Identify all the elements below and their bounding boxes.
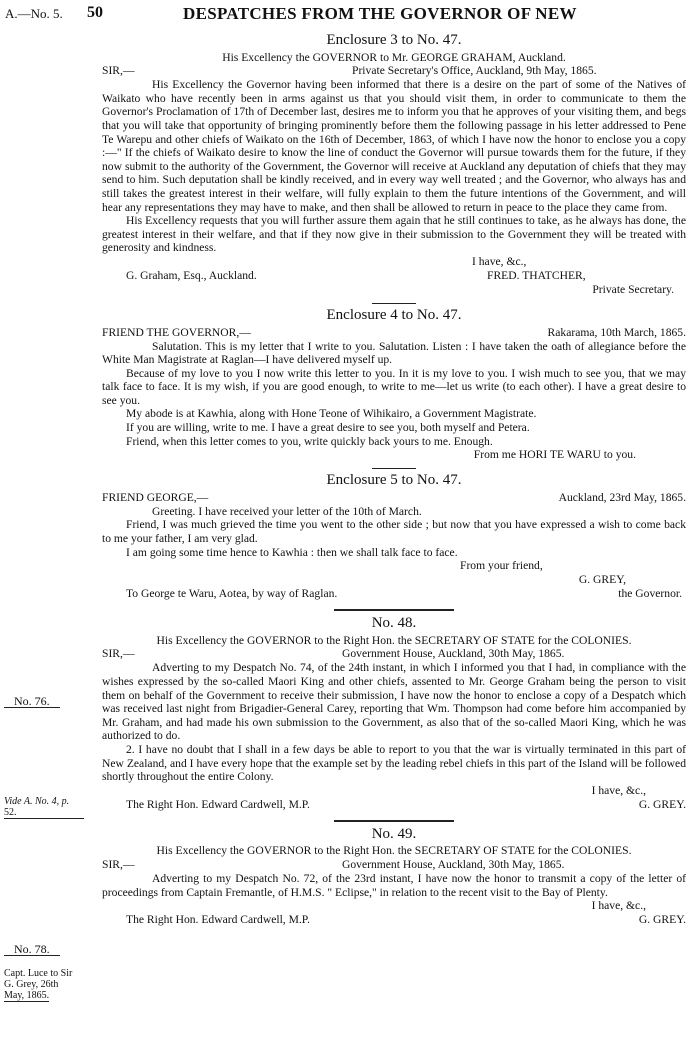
- margin-reference-line: Vide A. No. 4, p.: [4, 796, 70, 807]
- closing: From your friend,: [460, 559, 543, 573]
- margin-note-48: [4, 696, 94, 708]
- margin-despatch-number: No. 78.: [4, 944, 60, 956]
- dateline: Government House, Auckland, 30th May, 1865.: [342, 647, 565, 661]
- addressee: The Right Hon. Edward Cardwell, M.P.: [126, 797, 310, 811]
- paragraph: My abode is at Kawhia, along with Hone Teone of Wihikairo, a Government Magistrate.: [126, 407, 537, 421]
- enclosure-4-heading: Enclosure 4 to No. 47.: [326, 306, 462, 323]
- despatch-48-subheading: His Excellency the GOVERNOR to the Right Hon. the SECRETARY OF STATE for the COLONIES.: [156, 633, 632, 647]
- section-divider: [334, 609, 454, 611]
- salutation: SIR,—: [102, 857, 135, 871]
- dateline: Private Secretary's Office, Auckland, 9th May, 1865.: [352, 64, 597, 78]
- paragraph: Salutation. This is my letter that I write to you. Salutation. Listen : I have taken the oath of allegiance before the White Man Magistrate at Raglan—I have delivered myself up.: [102, 339, 686, 367]
- closing: I have, &c.,: [591, 899, 646, 913]
- section-divider: [334, 820, 454, 822]
- paragraph: His Excellency the Governor having been informed that there is a desire on the part of some of the Natives of Waikato who have recently been in arms against us that you should visit them, in order to communicate to them the Governor's Proclamation of 17th of December last, desires me to inform you that he approves of your visiting them, and begs that you will take that opportunity of bringing prominently before them the following passage in his letter addressed to Pene Te Warepu and other chiefs of Waikato on the 16th of December, 1863, of which I have now the honor to enclose you a copy :—" If the chiefs of Waikato desire to know the line of conduct the Governor will pursue towards them for the future, if they now submit to the authority of the Government, the Governor will receive at Auckland any deputation of chiefs that they may send to him. Such deputation shall be kindly received, and in every way well treated ; and the Governor, who always has and still takes the greatest interest in their welfare, will fully explain to them the future intentions of the Government, and will hear any representations they may have to make, and then shall be allowed to return in peace to the place they came from.: [102, 78, 686, 214]
- enclosure-3-subheading: His Excellency the GOVERNOR to Mr. GEORGE GRAHAM, Auckland.: [222, 50, 566, 64]
- margin-reference-48: [4, 796, 94, 819]
- addressee: To George te Waru, Aotea, by way of Raglan.: [126, 587, 338, 601]
- despatch-49-subheading: His Excellency the GOVERNOR to the Right Hon. the SECRETARY OF STATE for the COLONIES.: [156, 844, 632, 858]
- running-title: DESPATCHES FROM THE GOVERNOR OF NEW: [183, 4, 577, 23]
- section-divider: [372, 303, 416, 304]
- dateline: Auckland, 23rd May, 1865.: [558, 490, 686, 504]
- signature-title: the Governor.: [618, 587, 682, 601]
- signature: FRED. THATCHER,: [487, 268, 586, 282]
- page-header: [5, 2, 692, 26]
- section-divider: [372, 468, 416, 469]
- page-number: 50: [87, 4, 103, 21]
- margin-reference-line: May, 1865.: [4, 990, 50, 1001]
- margin-reference-line: Capt. Luce to Sir: [4, 968, 73, 979]
- margin-reference-49: [4, 968, 94, 1002]
- salutation: FRIEND GEORGE,—: [102, 490, 209, 504]
- signature: G. GREY.: [638, 913, 686, 927]
- dateline: Rakarama, 10th March, 1865.: [547, 325, 686, 339]
- paragraph: Greeting. I have received your letter of the 10th of March.: [152, 504, 422, 518]
- paragraph: Adverting to my Despatch No. 72, of the 23rd instant, I have now the honor to transmit a copy of the letter of proceedings from Captain Fremantle, of H.M.S. " Eclipse," in relation to the recent visit to the Bay of Plenty.: [102, 871, 686, 899]
- despatch-49-heading: No. 49.: [371, 825, 417, 842]
- addressee: The Right Hon. Edward Cardwell, M.P.: [126, 913, 310, 927]
- paragraph: His Excellency requests that you will further assure them again that he still continues to take, as he always has done, the greatest interest in their welfare, and that if they now give in their submission to the Government they will be treated with generosity and kindness.: [102, 214, 686, 255]
- paragraph: Friend, when this letter comes to you, write quickly back yours to me. Enough.: [126, 434, 493, 448]
- paper-reference: A.—No. 5.: [5, 6, 63, 21]
- enclosure-5-heading: Enclosure 5 to No. 47.: [326, 472, 462, 489]
- margin-reference-line: 52.: [4, 807, 17, 818]
- despatch-48-heading: No. 48.: [371, 615, 417, 632]
- closing: I have, &c.,: [591, 783, 646, 797]
- signature: G. GREY,: [578, 573, 626, 587]
- paragraph: I am going some time hence to Kawhia : then we shall talk face to face.: [126, 545, 458, 559]
- margin-despatch-number: No. 76.: [4, 696, 60, 708]
- enclosure-3: [102, 30, 686, 927]
- margin-reference-line: G. Grey, 26th: [4, 979, 59, 990]
- signature: G. GREY.: [638, 797, 686, 811]
- paragraph: Friend, I was much grieved the time you went to the other side ; but now that you have expressed a wish to come back to me your father, I am very glad.: [102, 518, 686, 546]
- dateline: Government House, Auckland, 30th May, 1865.: [342, 857, 565, 871]
- paragraph: If you are willing, write to me. I have a great desire to see you, both myself and Petera.: [126, 421, 530, 435]
- paragraph: Adverting to my Despatch No. 74, of the 24th instant, in which I informed you that I had, in compliance with the wishes expressed by the so-called Maori King and other chiefs, assented to Mr. George Graham being the person to visit them on behalf of the Government to receive their submission, I have now the honor to enclose a copy of a Despatch which was received last night from Brigadier-General Carey, reporting that Wm. Thompson had come before him accompanied by Mr. Graham, and had made his own submission to the Government, as also that of the so-called Maori King, which he was authorized to do.: [102, 661, 686, 743]
- enclosure-3-heading: Enclosure 3 to No. 47.: [326, 32, 462, 48]
- salutation: FRIEND THE GOVERNOR,—: [102, 325, 251, 339]
- enclosure-3-salutation-row: [102, 64, 686, 78]
- margin-note-49: [4, 944, 94, 956]
- salutation: SIR,—: [102, 647, 135, 661]
- addressee: G. Graham, Esq., Auckland.: [126, 268, 257, 282]
- closing: I have, &c.,: [472, 254, 527, 268]
- margin-rule: [4, 818, 84, 819]
- signature: From me HORI TE WARU to you.: [473, 448, 636, 462]
- signature-title: Private Secretary.: [592, 282, 674, 296]
- salutation: SIR,—: [102, 64, 135, 78]
- paragraph: Because of my love to you I now write this letter to you. In it is my love to you. I wish much to see you, that we may talk face to face. It is my wish, if you are good enough, to write to me—let us write (to each other). I have a great desire to see you.: [102, 366, 686, 407]
- paragraph: 2. I have no doubt that I shall in a few days be able to report to you that the war is virtually terminated in this part of New Zealand, and I have every hope that the example set by the leading rebel chiefs in this part of the Island will be followed shortly throughout the entire Colony.: [102, 742, 686, 784]
